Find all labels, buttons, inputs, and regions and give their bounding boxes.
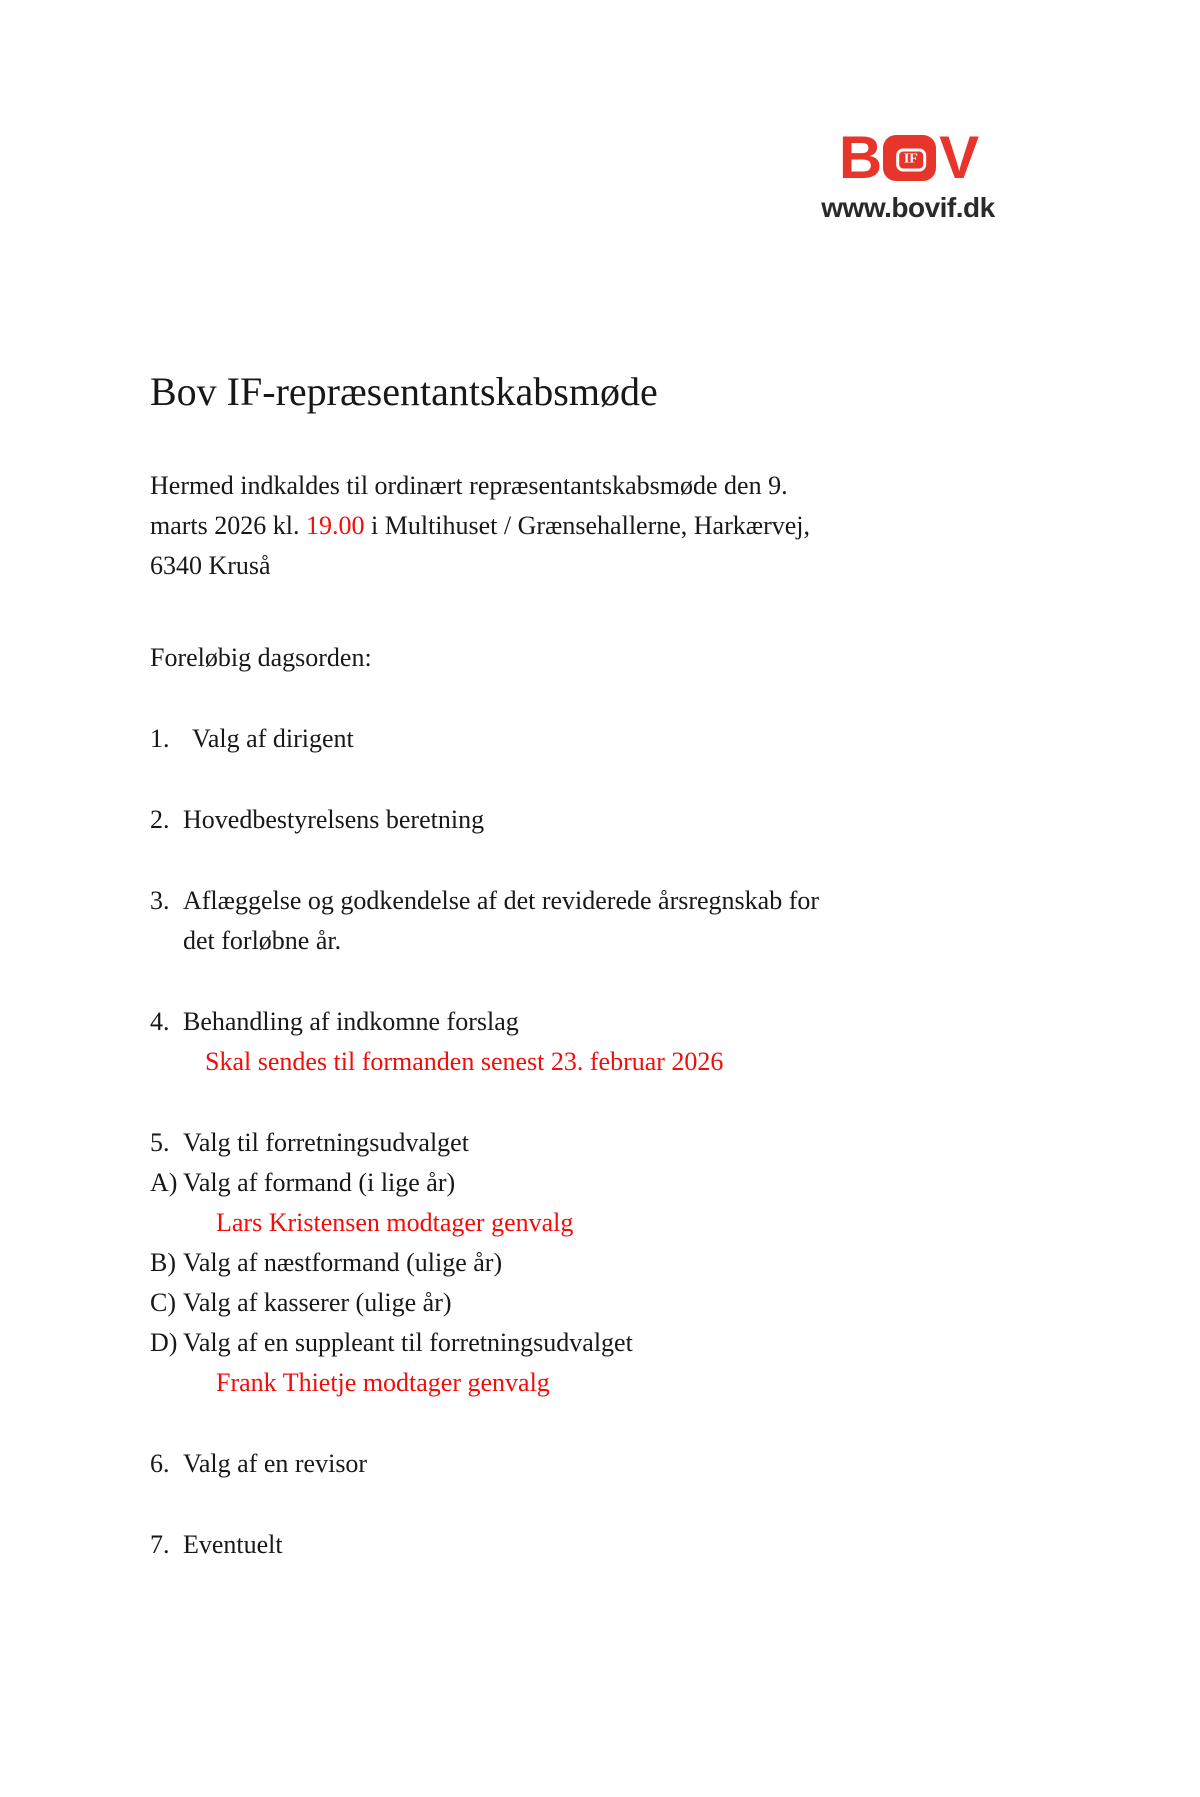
meeting-time-highlight: 19.00: [306, 511, 365, 540]
agenda-item-marker: 4.: [150, 1007, 170, 1036]
agenda-item-marker: 5.: [150, 1128, 170, 1157]
agenda-item-marker: 7.: [150, 1530, 170, 1559]
agenda-subitem: [150, 1323, 1050, 1363]
agenda-item-text: Valg af dirigent: [192, 724, 354, 753]
agenda-item-text: Valg af kasserer (ulige år): [183, 1288, 452, 1317]
agenda-list: [150, 719, 1050, 1565]
agenda-item-marker: B): [150, 1248, 176, 1277]
agenda-item-marker: D): [150, 1328, 178, 1357]
intro-line-2: marts 2026 kl. 19.00 i Multihuset / Grænsehallerne, Harkærvej,: [150, 511, 811, 540]
logo-wordmark: [813, 124, 1003, 191]
agenda-item-marker: 6.: [150, 1449, 170, 1478]
page-title: Bov IF-repræsentantskabsmøde: [150, 369, 658, 414]
intro-line-3: 6340 Kruså: [150, 551, 271, 580]
logo-letter-b: B: [838, 124, 881, 191]
agenda-item-text: Valg til forretningsudvalget: [183, 1128, 469, 1157]
agenda-item-text: Valg af en suppleant til forretningsudvalget: [183, 1328, 633, 1357]
agenda-item: [150, 1002, 1050, 1042]
agenda-subitem: [150, 1243, 1050, 1283]
agenda-item: [150, 1123, 1050, 1163]
agenda-note-line: [150, 1042, 1050, 1082]
agenda-item: [150, 1444, 1050, 1484]
agenda-note-line: [150, 1363, 1050, 1403]
agenda-item-marker: 1.: [150, 724, 170, 753]
agenda-item-marker: 2.: [150, 805, 170, 834]
agenda-subitem: [150, 1283, 1050, 1323]
agenda-note: Frank Thietje modtager genvalg: [216, 1368, 550, 1397]
agenda-item-marker: 3.: [150, 886, 170, 915]
agenda-item: [150, 1525, 1050, 1565]
agenda-item-text: Aflæggelse og godkendelse af det reviderede årsregnskab for det forløbne år.: [183, 886, 820, 955]
intro-paragraph: [150, 466, 1050, 586]
agenda-item: [150, 881, 1050, 961]
agenda-item-marker: C): [150, 1288, 176, 1317]
logo-if-badge: IF: [896, 148, 926, 171]
bov-if-logo: [813, 124, 1003, 224]
agenda-note: Skal sendes til formanden senest 23. februar 2026: [205, 1047, 724, 1076]
logo-letter-v: V: [939, 124, 978, 191]
agenda-note-line: [150, 1203, 1050, 1243]
intro-line-1: Hermed indkaldes til ordinært repræsentantskabsmøde den 9.: [150, 471, 788, 500]
logo-website-text: www.bovif.dk: [821, 192, 995, 223]
agenda-item-text: Eventuelt: [183, 1530, 283, 1559]
agenda-note: Lars Kristensen modtager genvalg: [216, 1208, 574, 1237]
agenda-item-text: Valg af næstformand (ulige år): [183, 1248, 503, 1277]
agenda-subitem: [150, 1163, 1050, 1203]
agenda-item: [150, 719, 1050, 759]
agenda-item: [150, 800, 1050, 840]
agenda-item-marker: A): [150, 1168, 178, 1197]
agenda-item-text: Valg af en revisor: [183, 1449, 368, 1478]
document-content: [150, 368, 1050, 1565]
agenda-item-text: Behandling af indkomne forslag: [183, 1007, 519, 1036]
agenda-heading: Foreløbig dagsorden:: [150, 643, 372, 672]
agenda-item-text: Hovedbestyrelsens beretning: [183, 805, 485, 834]
logo-o-mark-icon: [883, 135, 936, 181]
agenda-item-text: Valg af formand (i lige år): [183, 1168, 456, 1197]
